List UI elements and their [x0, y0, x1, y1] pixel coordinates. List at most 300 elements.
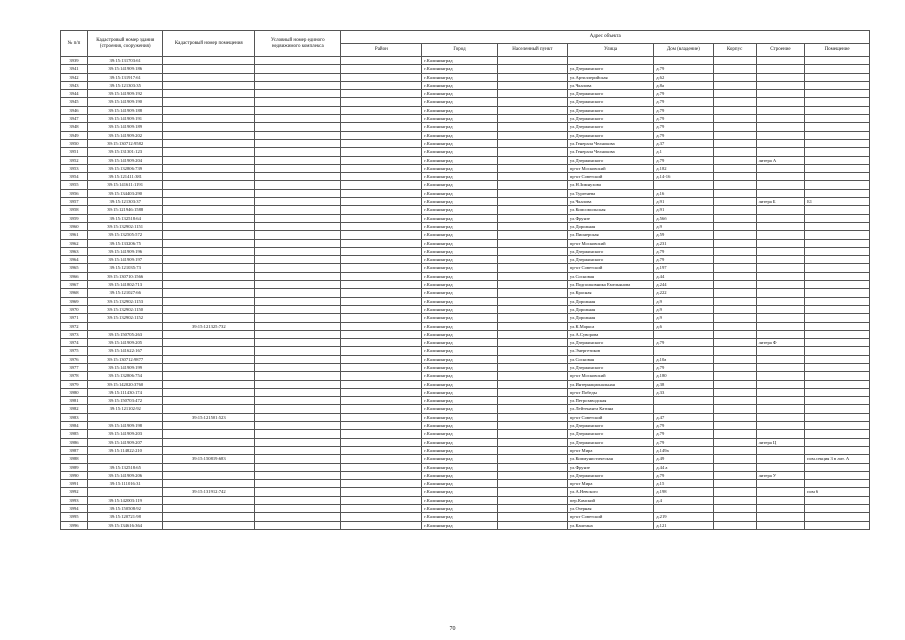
cell-row-number: 3980 — [61, 388, 88, 396]
cell-corpus — [713, 222, 756, 230]
cell-street: ул.Пионерская — [567, 231, 653, 239]
cell-settlement — [497, 214, 567, 222]
cell-building — [756, 446, 805, 454]
cell-row-number: 3973 — [61, 330, 88, 338]
cell-settlement — [497, 505, 567, 513]
cell-region — [341, 471, 422, 479]
cell-region — [341, 463, 422, 471]
table-row — [61, 173, 870, 181]
cell-cadastral-building: 39:15:130712:9877 — [87, 355, 163, 363]
cell-cadastral-room: 39:15:121501:523 — [163, 413, 255, 421]
cell-house: д.79 — [654, 156, 713, 164]
cell-corpus — [713, 438, 756, 446]
cell-settlement — [497, 405, 567, 413]
cell-cadastral-building: 39:15:141909:186 — [87, 65, 163, 73]
cell-region — [341, 297, 422, 305]
cell-row-number: 3958 — [61, 206, 88, 214]
cell-city: г.Калининград — [422, 289, 498, 297]
cell-row-number: 3956 — [61, 189, 88, 197]
cell-building: литера А — [756, 156, 805, 164]
cell-house: д.79 — [654, 430, 713, 438]
cell-city: г.Калининград — [422, 521, 498, 529]
cell-cadastral-room — [163, 81, 255, 89]
cell-row-number: 3948 — [61, 123, 88, 131]
cell-settlement — [497, 264, 567, 272]
cell-corpus — [713, 272, 756, 280]
cell-house: д.79 — [654, 339, 713, 347]
cell-building: литера У — [756, 471, 805, 479]
cell-settlement — [497, 339, 567, 347]
cell-corpus — [713, 247, 756, 255]
cell-room — [805, 413, 870, 421]
cell-city: г.Калининград — [422, 181, 498, 189]
cell-building — [756, 314, 805, 322]
table-row — [61, 305, 870, 313]
col-header-cad-building: Кадастровый номер здания (строения, сооружения) — [87, 31, 163, 57]
cell-cadastral-building: 39:15:121027:66 — [87, 289, 163, 297]
cell-city: г.Калининград — [422, 363, 498, 371]
cell-region — [341, 239, 422, 247]
cell-cadastral-building: 39:15:121411:381 — [87, 173, 163, 181]
cell-building — [756, 380, 805, 388]
cell-region — [341, 330, 422, 338]
table-row — [61, 455, 870, 463]
cell-cadastral-building: 39:15:130710:1566 — [87, 272, 163, 280]
cell-cadastral-building: 39:15:120721:98 — [87, 513, 163, 521]
cell-settlement — [497, 181, 567, 189]
cell-cadastral-building — [87, 322, 163, 330]
cell-city: г.Калининград — [422, 405, 498, 413]
cell-conditional-complex — [255, 455, 341, 463]
cell-cadastral-building: 39:15:141909:206 — [87, 471, 163, 479]
cell-room — [805, 106, 870, 114]
cell-house: д.244 — [654, 281, 713, 289]
cell-corpus — [713, 173, 756, 181]
cell-cadastral-building: 39:15:141909:190 — [87, 98, 163, 106]
cell-building — [756, 214, 805, 222]
cell-city: г.Калининград — [422, 123, 498, 131]
cell-street: ул.Дзержинского — [567, 123, 653, 131]
cell-corpus — [713, 81, 756, 89]
cell-cadastral-room — [163, 305, 255, 313]
cell-building — [756, 463, 805, 471]
cell-cadastral-room — [163, 148, 255, 156]
cell-conditional-complex — [255, 198, 341, 206]
table-row — [61, 339, 870, 347]
table-row — [61, 206, 870, 214]
cell-region — [341, 189, 422, 197]
table-row — [61, 181, 870, 189]
cell-street: ул.Чкалова — [567, 81, 653, 89]
cell-conditional-complex — [255, 90, 341, 98]
cell-house: д.149а — [654, 446, 713, 454]
cell-building — [756, 139, 805, 147]
cell-room — [805, 239, 870, 247]
cell-street: пр-кт Московский — [567, 164, 653, 172]
cell-house: д.79 — [654, 98, 713, 106]
cell-corpus — [713, 189, 756, 197]
cell-settlement — [497, 363, 567, 371]
cell-room — [805, 189, 870, 197]
cell-settlement — [497, 471, 567, 479]
cell-building — [756, 81, 805, 89]
cell-settlement — [497, 297, 567, 305]
cell-street: ул.Чкалова — [567, 198, 653, 206]
cell-building — [756, 181, 805, 189]
cell-house — [654, 181, 713, 189]
cell-conditional-complex — [255, 496, 341, 504]
cell-conditional-complex — [255, 264, 341, 272]
cell-cadastral-room — [163, 363, 255, 371]
cell-house: д.8а — [654, 81, 713, 89]
cell-building — [756, 289, 805, 297]
cell-row-number: 3995 — [61, 513, 88, 521]
cell-house: д.15 — [654, 480, 713, 488]
cell-house: д.16 — [654, 189, 713, 197]
cell-room: пом.секция 3 в лит. А — [805, 455, 870, 463]
cell-house: д.79 — [654, 363, 713, 371]
cell-street: ул.Дзержинского — [567, 65, 653, 73]
cell-cadastral-building: 39:15:142003:119 — [87, 496, 163, 504]
cell-conditional-complex — [255, 305, 341, 313]
cell-row-number: 3981 — [61, 397, 88, 405]
cell-region — [341, 148, 422, 156]
cell-region — [341, 247, 422, 255]
col-header-street: Улица — [567, 44, 653, 57]
cell-settlement — [497, 496, 567, 504]
cell-corpus — [713, 463, 756, 471]
table-row — [61, 521, 870, 529]
cell-settlement — [497, 330, 567, 338]
cell-building — [756, 98, 805, 106]
col-header-room: Помещение — [805, 44, 870, 57]
cell-street: ул.Дорожная — [567, 222, 653, 230]
cell-house: д.49 — [654, 455, 713, 463]
cell-settlement — [497, 413, 567, 421]
cell-building — [756, 455, 805, 463]
cell-corpus — [713, 363, 756, 371]
cell-house: д.33 — [654, 388, 713, 396]
table-row — [61, 380, 870, 388]
cell-building — [756, 222, 805, 230]
cell-settlement — [497, 139, 567, 147]
cell-cadastral-room — [163, 397, 255, 405]
cell-settlement — [497, 173, 567, 181]
cell-row-number: 3974 — [61, 339, 88, 347]
cell-settlement — [497, 115, 567, 123]
cell-settlement — [497, 106, 567, 114]
table-row — [61, 347, 870, 355]
cell-settlement — [497, 446, 567, 454]
cell-cadastral-room — [163, 239, 255, 247]
cell-settlement — [497, 148, 567, 156]
cell-room — [805, 181, 870, 189]
cell-conditional-complex — [255, 463, 341, 471]
table-row — [61, 289, 870, 297]
cell-street: ул.Н.Зимнухова — [567, 181, 653, 189]
table-row — [61, 430, 870, 438]
cell-row-number: 3945 — [61, 98, 88, 106]
cell-cadastral-building: 39:15:132902:1152 — [87, 314, 163, 322]
cell-row-number: 3970 — [61, 305, 88, 313]
cell-region — [341, 422, 422, 430]
cell-settlement — [497, 422, 567, 430]
cell-cadastral-room — [163, 139, 255, 147]
cell-conditional-complex — [255, 73, 341, 81]
cell-street: пр-кт Советский — [567, 264, 653, 272]
cell-city: г.Калининград — [422, 388, 498, 396]
cell-row-number: 3960 — [61, 222, 88, 230]
property-table — [60, 30, 870, 530]
table-row — [61, 463, 870, 471]
cell-region — [341, 521, 422, 529]
cell-house: д.14-16 — [654, 173, 713, 181]
cell-building — [756, 347, 805, 355]
cell-house: д.9 — [654, 297, 713, 305]
cell-cadastral-room — [163, 65, 255, 73]
cell-conditional-complex — [255, 123, 341, 131]
cell-room — [805, 272, 870, 280]
cell-settlement — [497, 289, 567, 297]
cell-house: д.79 — [654, 106, 713, 114]
cell-house — [654, 347, 713, 355]
cell-room — [805, 513, 870, 521]
cell-settlement — [497, 314, 567, 322]
cell-cadastral-room — [163, 339, 255, 347]
cell-cadastral-room — [163, 264, 255, 272]
cell-room — [805, 164, 870, 172]
cell-settlement — [497, 372, 567, 380]
cell-building — [756, 330, 805, 338]
cell-cadastral-building — [87, 413, 163, 421]
cell-region — [341, 513, 422, 521]
table-row — [61, 106, 870, 114]
table-row — [61, 164, 870, 172]
cell-conditional-complex — [255, 65, 341, 73]
cell-city: г.Калининград — [422, 222, 498, 230]
cell-room — [805, 289, 870, 297]
cell-corpus — [713, 372, 756, 380]
cell-region — [341, 123, 422, 131]
document-page — [60, 30, 870, 530]
cell-cadastral-building: 39:15:141611:1191 — [87, 181, 163, 189]
cell-settlement — [497, 131, 567, 139]
cell-cadastral-room — [163, 347, 255, 355]
cell-building — [756, 397, 805, 405]
cell-building — [756, 173, 805, 181]
col-header-city: Город — [422, 44, 498, 57]
cell-row-number: 3949 — [61, 131, 88, 139]
table-row — [61, 148, 870, 156]
cell-cadastral-building: 39:15:141622:167 — [87, 347, 163, 355]
cell-row-number: 3947 — [61, 115, 88, 123]
cell-row-number: 3961 — [61, 231, 88, 239]
cell-conditional-complex — [255, 239, 341, 247]
cell-cadastral-building: 39:15:131703:61 — [87, 57, 163, 65]
cell-conditional-complex — [255, 339, 341, 347]
cell-settlement — [497, 206, 567, 214]
cell-cadastral-building — [87, 455, 163, 463]
cell-cadastral-room — [163, 496, 255, 504]
cell-street: ул.Дзержинского — [567, 90, 653, 98]
cell-city: г.Калининград — [422, 380, 498, 388]
cell-row-number: 3994 — [61, 505, 88, 513]
cell-room — [805, 73, 870, 81]
cell-cadastral-room — [163, 330, 255, 338]
cell-cadastral-room — [163, 438, 255, 446]
table-row — [61, 422, 870, 430]
table-row — [61, 281, 870, 289]
cell-region — [341, 106, 422, 114]
cell-street: ул.Тургенева — [567, 189, 653, 197]
cell-cadastral-room — [163, 206, 255, 214]
cell-conditional-complex — [255, 422, 341, 430]
cell-conditional-complex — [255, 214, 341, 222]
cell-cadastral-room — [163, 314, 255, 322]
cell-cadastral-room — [163, 73, 255, 81]
table-row — [61, 156, 870, 164]
cell-region — [341, 339, 422, 347]
cell-street: ул.Артиллерийская — [567, 73, 653, 81]
cell-house: д.182 — [654, 164, 713, 172]
cell-city: г.Калининград — [422, 322, 498, 330]
cell-building — [756, 90, 805, 98]
cell-house — [654, 57, 713, 65]
cell-building — [756, 413, 805, 421]
table-row — [61, 272, 870, 280]
cell-row-number: 3989 — [61, 463, 88, 471]
cell-corpus — [713, 422, 756, 430]
cell-cadastral-building: 39:15:131301:123 — [87, 148, 163, 156]
cell-street: ул.Лейтенанта Катина — [567, 405, 653, 413]
cell-street: ул.Красная — [567, 289, 653, 297]
cell-street: ул.А.Невского — [567, 488, 653, 496]
cell-city: г.Калининград — [422, 480, 498, 488]
cell-row-number: 3985 — [61, 430, 88, 438]
cell-region — [341, 305, 422, 313]
cell-conditional-complex — [255, 281, 341, 289]
cell-street: пр-кт Мира — [567, 446, 653, 454]
cell-room: пом 6 — [805, 488, 870, 496]
table-row — [61, 73, 870, 81]
cell-cadastral-room — [163, 297, 255, 305]
cell-room — [805, 264, 870, 272]
cell-conditional-complex — [255, 330, 341, 338]
cell-house: д.4 — [654, 496, 713, 504]
cell-cadastral-room — [163, 90, 255, 98]
cell-house: д.9 — [654, 314, 713, 322]
cell-room — [805, 372, 870, 380]
cell-room — [805, 405, 870, 413]
table-row — [61, 488, 870, 496]
cell-city: г.Калининград — [422, 463, 498, 471]
cell-cadastral-building: 39:15:134403:290 — [87, 189, 163, 197]
cell-cadastral-building: 39:15:141909:197 — [87, 256, 163, 264]
cell-city: г.Калининград — [422, 413, 498, 421]
table-row — [61, 115, 870, 123]
cell-region — [341, 65, 422, 73]
cell-settlement — [497, 73, 567, 81]
cell-row-number: 3992 — [61, 488, 88, 496]
cell-city: г.Калининград — [422, 305, 498, 313]
cell-room: Б1 — [805, 198, 870, 206]
cell-cadastral-room — [163, 123, 255, 131]
cell-corpus — [713, 505, 756, 513]
cell-street: ул.Дорожная — [567, 297, 653, 305]
cell-region — [341, 131, 422, 139]
cell-cadastral-room — [163, 222, 255, 230]
cell-street: ул.Озерная — [567, 505, 653, 513]
cell-cadastral-building: 39:15:121303:35 — [87, 81, 163, 89]
cell-cadastral-room: 39:15:121325:732 — [163, 322, 255, 330]
col-header-region: Район — [341, 44, 422, 57]
cell-house — [654, 405, 713, 413]
cell-row-number: 3967 — [61, 281, 88, 289]
cell-corpus — [713, 455, 756, 463]
cell-conditional-complex — [255, 480, 341, 488]
table-row — [61, 231, 870, 239]
col-header-corpus: Корпус — [713, 44, 756, 57]
table-row — [61, 90, 870, 98]
cell-row-number: 3988 — [61, 455, 88, 463]
cell-corpus — [713, 198, 756, 206]
cell-room — [805, 363, 870, 371]
cell-house: д.180 — [654, 372, 713, 380]
cell-street: пр-кт Советский — [567, 413, 653, 421]
cell-corpus — [713, 123, 756, 131]
cell-conditional-complex — [255, 314, 341, 322]
cell-corpus — [713, 380, 756, 388]
cell-region — [341, 372, 422, 380]
cell-building — [756, 247, 805, 255]
cell-house — [654, 330, 713, 338]
cell-region — [341, 347, 422, 355]
cell-room — [805, 131, 870, 139]
cell-room — [805, 297, 870, 305]
cell-corpus — [713, 90, 756, 98]
cell-house: д.9 — [654, 222, 713, 230]
cell-cadastral-room — [163, 463, 255, 471]
cell-settlement — [497, 57, 567, 65]
cell-settlement — [497, 438, 567, 446]
cell-region — [341, 81, 422, 89]
cell-building — [756, 272, 805, 280]
cell-region — [341, 397, 422, 405]
cell-region — [341, 281, 422, 289]
cell-conditional-complex — [255, 363, 341, 371]
table-row — [61, 81, 870, 89]
cell-region — [341, 430, 422, 438]
cell-house: д.222 — [654, 289, 713, 297]
cell-building — [756, 305, 805, 313]
cell-row-number: 3955 — [61, 181, 88, 189]
cell-building — [756, 57, 805, 65]
cell-street: ул.Дорожная — [567, 305, 653, 313]
cell-house: д.197 — [654, 264, 713, 272]
cell-cadastral-building: 39:15:132902:1153 — [87, 297, 163, 305]
cell-building — [756, 355, 805, 363]
cell-street: ул.Интернациональная — [567, 380, 653, 388]
cell-room — [805, 496, 870, 504]
cell-cadastral-room — [163, 156, 255, 164]
cell-house: д.59 — [654, 231, 713, 239]
cell-conditional-complex — [255, 181, 341, 189]
cell-room — [805, 422, 870, 430]
cell-corpus — [713, 388, 756, 396]
cell-cadastral-room — [163, 281, 255, 289]
table-row — [61, 405, 870, 413]
cell-cadastral-building: 39:15:141909:202 — [87, 131, 163, 139]
